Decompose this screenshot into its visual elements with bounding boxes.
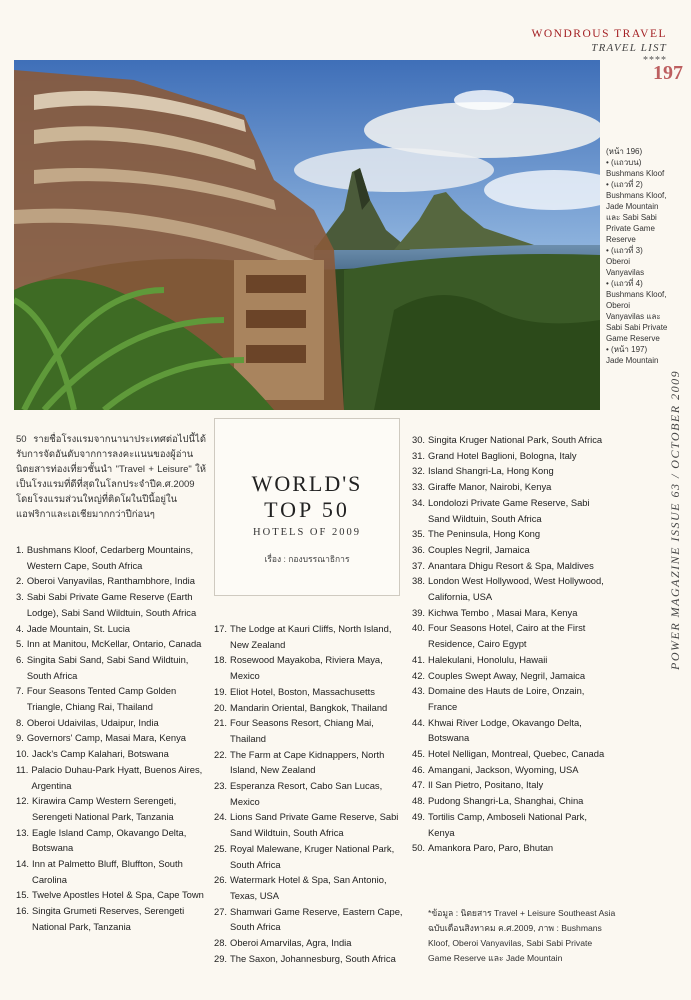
- hotel-name: Inn at Manitou, McKellar, Ontario, Canada: [26, 638, 202, 650]
- hotel-name: Singita Sabi Sand, Sabi Sand Wildtuin, South Africa: [26, 653, 189, 681]
- hotel-list-item: [412, 432, 608, 448]
- hotel-list-item: [412, 668, 608, 684]
- hotel-rank: 25.: [214, 842, 228, 854]
- hotel-list-item: [412, 652, 608, 668]
- hotel-rank: 33.: [412, 481, 426, 493]
- intro-paragraph: 50 รายชื่อโรงแรมจากนานาประเทศต่อไปนี้ได้รับการจัดอันดับจากการลงคะแนนของผู้อ่านนิตยสารท่องเที่ยวชั้นนำ "Travel + Leisure" ให้เป็นโรงแรมที่ดีที่สุดในโลกประจำปีค.ศ.2009 โดยโรงแรมส่วนใหญ่ที่ติดโผในปีนี้อยู่ในแอฟริกาและเอเชียมากกว่าปีก่อนๆ: [16, 434, 206, 520]
- hotel-rank: 27.: [214, 905, 228, 917]
- hotel-rank: 43.: [412, 685, 426, 697]
- hotel-name: Twelve Apostles Hotel & Spa, Cape Town: [32, 889, 204, 901]
- hotel-rank: 49.: [412, 810, 426, 822]
- hotel-name: Four Seasons Hotel, Cairo at the First Residence, Cairo Egypt: [428, 622, 586, 650]
- hotel-name: Tortilis Camp, Amboseli National Park, Kenya: [428, 810, 587, 838]
- hotel-list-item: [16, 621, 208, 637]
- caption-line: Bushmans Kloof: [606, 169, 665, 178]
- hotel-rank: 28.: [214, 937, 228, 949]
- article-title-box: [214, 418, 400, 596]
- hotel-name: Four Seasons Tented Camp Golden Triangle, Chiang Rai, Thailand: [26, 685, 177, 713]
- hotel-name: The Peninsula, Hong Kong: [428, 528, 541, 540]
- hotel-rank: 47.: [412, 779, 426, 791]
- hotel-list-column-3: [412, 432, 608, 856]
- hotel-list-item: [16, 715, 208, 731]
- hotel-name: Oberoi Amarvilas, Agra, India: [230, 937, 352, 949]
- hotel-rank: 31.: [412, 449, 426, 461]
- hotel-name: Couples Swept Away, Negril, Jamaica: [428, 669, 586, 681]
- hotel-name: Lions Sand Private Game Reserve, Sabi Sand Wildtuin, South Africa: [230, 811, 399, 839]
- hotel-list-item: [214, 872, 404, 903]
- hotel-name: Mandarin Oriental, Bangkok, Thailand: [230, 701, 388, 713]
- hotel-list-item: [16, 636, 208, 652]
- caption-line: • (แถวที่ 2): [606, 180, 643, 189]
- hotel-rank: 7.: [16, 685, 24, 697]
- hotel-name: Eliot Hotel, Boston, Massachusetts: [230, 685, 375, 697]
- hotel-name: Governors' Camp, Masai Mara, Kenya: [26, 732, 186, 744]
- hotel-list-item: [16, 573, 208, 589]
- hotel-list-item: [214, 841, 404, 872]
- hotel-name: Jack's Camp Kalahari, Botswana: [32, 748, 169, 760]
- hotel-rank: 5.: [16, 638, 24, 650]
- hotel-rank: 8.: [16, 716, 24, 728]
- hotel-list-item: [16, 903, 208, 934]
- hotel-name: Island Shangri-La, Hong Kong: [428, 465, 554, 477]
- hotel-name: Kichwa Tembo , Masai Mara, Kenya: [428, 606, 578, 618]
- hotel-rank: 19.: [214, 685, 228, 697]
- photo-caption: [606, 146, 668, 366]
- hotel-rank: 1.: [16, 544, 24, 555]
- hotel-name: Kirawira Camp Western Serengeti, Serengeti National Park, Tanzania: [32, 795, 177, 822]
- hotel-list-item: [412, 495, 608, 526]
- source-note: *ข้อมูล : นิตยสาร Travel + Leisure Southeast Asia ฉบับเดือนสิงหาคม ค.ศ.2009, ภาพ : Bushmans Kloof, Oberoi Vanyavilas, Sabi Sabi Private Game Reserve และ Jade Mountain: [428, 908, 616, 963]
- hotel-name: Il San Pietro, Positano, Italy: [428, 779, 544, 791]
- hotel-rank: 39.: [412, 606, 426, 618]
- hotel-list-item: [16, 887, 208, 903]
- hotel-name: Bushmans Kloof, Cedarberg Mountains, Western Cape, South Africa: [26, 544, 194, 571]
- hotel-list-item: [412, 558, 608, 574]
- hotel-rank: 17.: [214, 623, 228, 634]
- hotel-rank: 26.: [214, 874, 228, 886]
- caption-line: • (แถวบน): [606, 158, 642, 167]
- hotel-rank: 46.: [412, 763, 426, 775]
- hotel-rank: 42.: [412, 669, 426, 681]
- hotel-list-item: [412, 463, 608, 479]
- hotel-list-item: [412, 777, 608, 793]
- hotel-rank: 22.: [214, 748, 228, 760]
- caption-line: Jade Mountain: [606, 356, 659, 365]
- hotel-list-item: [16, 683, 208, 714]
- hotel-rank: 10.: [16, 748, 30, 760]
- hotel-name: Royal Malewane, Kruger National Park, South Africa: [230, 842, 395, 870]
- hotel-list-item: [214, 684, 404, 700]
- hotel-rank: 34.: [412, 496, 426, 508]
- hotel-list-item: [412, 715, 608, 746]
- hotel-rank: 3.: [16, 591, 24, 603]
- byline: เรื่อง : กองบรรณาธิการ: [264, 554, 350, 564]
- hotel-name: Watermark Hotel & Spa, San Antonio, Texas, USA: [230, 874, 387, 901]
- hotel-name: Hotel Nelligan, Montreal, Quebec, Canada: [428, 748, 605, 760]
- hotel-list-item: [16, 542, 208, 573]
- hotel-rank: 40.: [412, 622, 426, 634]
- hotel-list-item: [16, 856, 208, 887]
- hotel-rank: 30.: [412, 434, 426, 445]
- hotel-name: Oberoi Vanyavilas, Ranthambhore, India: [26, 575, 195, 587]
- hotel-name: Giraffe Manor, Nairobi, Kenya: [428, 481, 552, 493]
- hotel-name: Amankora Paro, Paro, Bhutan: [428, 842, 554, 854]
- hotel-name: Grand Hotel Baglioni, Bologna, Italy: [428, 449, 577, 461]
- hotel-list-item: [16, 730, 208, 746]
- hotel-name: Domaine des Hauts de Loire, Onzain, France: [428, 685, 585, 712]
- hotel-list-item: [412, 526, 608, 542]
- hotel-name: Pudong Shangri-La, Shanghai, China: [428, 795, 584, 807]
- hotel-rank: 21.: [214, 717, 228, 729]
- title-line-1: WORLD'S: [251, 471, 363, 496]
- hotel-list-item: [214, 621, 404, 652]
- hotel-rank: 41.: [412, 653, 426, 665]
- hotel-name: Rosewood Mayakoba, Riviera Maya, Mexico: [230, 654, 383, 682]
- hotel-name: Shamwari Game Reserve, Eastern Cape, South Africa: [230, 905, 403, 933]
- hotel-list-item: [214, 904, 404, 935]
- hotel-rank: 14.: [16, 858, 30, 870]
- caption-line: • (หน้า 197): [606, 345, 648, 354]
- hotel-rank: 44.: [412, 716, 426, 728]
- hotel-list-item: [214, 652, 404, 683]
- hotel-list-item: [412, 573, 608, 604]
- hotel-list-item: [412, 542, 608, 558]
- hotel-rank: 50.: [412, 842, 426, 854]
- hotel-name: Couples Negril, Jamaica: [428, 543, 530, 555]
- hotel-rank: 24.: [214, 811, 228, 823]
- hotel-name: Eagle Island Camp, Okavango Delta, Botswana: [32, 826, 187, 854]
- title-line-3: HOTELS OF 2009: [253, 527, 361, 538]
- hotel-list-item: [214, 700, 404, 716]
- hotel-rank: 20.: [214, 701, 228, 713]
- issue-text: POWER MAGAZINE ISSUE 63 / OCTOBER 2009: [668, 369, 682, 670]
- hotel-name: Singita Kruger National Park, South Africa: [428, 434, 603, 445]
- hotel-rank: 35.: [412, 528, 426, 540]
- hotel-rank: 9.: [16, 732, 24, 744]
- hotel-photo: [14, 60, 600, 410]
- hotel-name: Anantara Dhigu Resort & Spa, Maldives: [428, 559, 594, 571]
- hotel-list-item: [16, 762, 208, 793]
- hotel-list-item: [16, 652, 208, 683]
- hotel-list-item: [412, 620, 608, 651]
- hotel-rank: 2.: [16, 575, 24, 587]
- hotel-name: Amangani, Jackson, Wyoming, USA: [428, 763, 579, 775]
- hotel-list-item: [412, 762, 608, 778]
- hotel-name: Sabi Sabi Private Game Reserve (Earth Lodge), Sabi Sand Wildtuin, South Africa: [26, 591, 197, 618]
- hotel-name: Inn at Palmetto Bluff, Bluffton, South Carolina: [32, 858, 183, 885]
- hotel-name: London West Hollywood, West Hollywood, California, USA: [428, 575, 604, 603]
- hotel-rank: 13.: [16, 826, 30, 838]
- hotel-list-item: [16, 746, 208, 762]
- page-number: 197: [653, 62, 683, 84]
- hotel-list-item: [412, 793, 608, 809]
- jade-mountain-photo: [14, 60, 600, 410]
- hotel-rank: 6.: [16, 653, 24, 665]
- hotel-list-column-1: [16, 542, 208, 935]
- hotel-rank: 4.: [16, 622, 24, 634]
- hotel-list-item: [412, 746, 608, 762]
- hotel-name: Esperanza Resort, Cabo San Lucas, Mexico: [230, 780, 383, 807]
- hotel-list-item: [412, 809, 608, 840]
- hotel-list-item: [214, 747, 404, 778]
- subsection-title: TRAVEL LIST: [591, 42, 667, 54]
- hotel-name: Jade Mountain, St. Lucia: [26, 622, 131, 634]
- hotel-rank: 16.: [16, 905, 30, 917]
- hotel-list-column-2: [214, 621, 404, 966]
- hotel-rank: 23.: [214, 780, 228, 792]
- hotel-name: The Saxon, Johannesburg, South Africa: [230, 952, 396, 964]
- caption-line: • (แถวที่ 4): [606, 279, 643, 288]
- hotel-list-item: [16, 793, 208, 824]
- hotel-rank: 38.: [412, 575, 426, 587]
- hotel-rank: 37.: [412, 559, 426, 571]
- hotel-name: Oberoi Udaivilas, Udaipur, India: [26, 716, 159, 728]
- hotel-list-item: [214, 715, 404, 746]
- hotel-rank: 36.: [412, 543, 426, 555]
- hotel-name: Halekulani, Honolulu, Hawaii: [428, 653, 548, 665]
- hotel-list-item: [412, 683, 608, 714]
- section-title: WONDROUS TRAVEL: [531, 28, 667, 40]
- hotel-list-item: [16, 825, 208, 856]
- hotel-list-item: [214, 809, 404, 840]
- hotel-name: Londolozi Private Game Reserve, Sabi Sand Wildtuin, South Africa: [428, 496, 590, 524]
- caption-line: • (แถวที่ 3): [606, 246, 643, 255]
- caption-line: Oberoi Vanyavilas: [606, 257, 645, 277]
- hotel-list-item: [214, 951, 404, 967]
- hotel-name: The Lodge at Kauri Cliffs, North Island, New Zealand: [230, 623, 392, 650]
- title-line-2: TOP 50: [264, 497, 350, 522]
- hotel-rank: 32.: [412, 465, 426, 477]
- hotel-name: Khwai River Lodge, Okavango Delta, Botswana: [428, 716, 582, 744]
- hotel-list-item: [412, 840, 608, 856]
- caption-line: Bushmans Kloof, Jade Mountain และ Sabi Sabi Private Game Reserve: [606, 191, 667, 244]
- hotel-name: Four Seasons Resort, Chiang Mai, Thailand: [230, 717, 374, 744]
- hotel-rank: 45.: [412, 748, 426, 760]
- hotel-name: Palacio Duhau-Park Hyatt, Buenos Aires, Argentina: [31, 763, 203, 791]
- hotel-list-item: [412, 448, 608, 464]
- hotel-list-item: [412, 605, 608, 621]
- hotel-rank: 12.: [16, 795, 30, 807]
- hotel-rank: 48.: [412, 795, 426, 807]
- rating-stars: ****: [643, 55, 667, 66]
- hotel-name: The Farm at Cape Kidnappers, North Island, New Zealand: [230, 748, 385, 776]
- issue-vertical-label: [664, 360, 684, 670]
- hotel-list-item: [214, 935, 404, 951]
- hotel-rank: 29.: [214, 952, 228, 964]
- hotel-rank: 11.: [16, 763, 29, 775]
- hotel-rank: 15.: [16, 889, 30, 901]
- hotel-list-item: [412, 479, 608, 495]
- hotel-name: Singita Grumeti Reserves, Serengeti National Park, Tanzania: [32, 905, 185, 932]
- hotel-rank: 18.: [214, 654, 228, 666]
- hotel-list-item: [214, 778, 404, 809]
- hotel-list-item: [16, 589, 208, 620]
- caption-line: Bushmans Kloof, Oberoi Vanyavilas และ Sabi Sabi Private Game Reserve: [606, 290, 668, 343]
- caption-line: (หน้า 196): [606, 147, 643, 156]
